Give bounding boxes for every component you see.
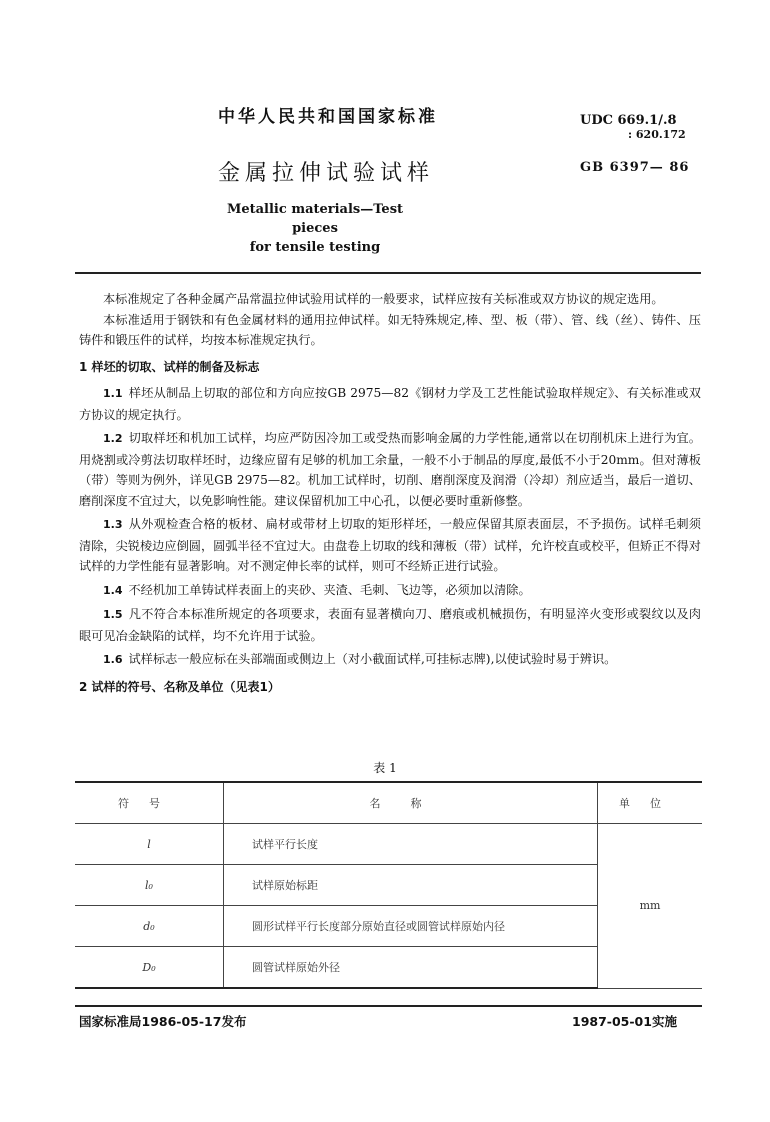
column-header-symbol: 符号 bbox=[75, 782, 224, 824]
section-2-heading: 2 试样的符号、名称及单位（见表1） bbox=[79, 679, 280, 694]
unit-cell: mm bbox=[598, 824, 703, 989]
table-1 bbox=[75, 781, 702, 989]
section-1-heading: 1 样坯的切取、试样的制备及标志 bbox=[79, 359, 260, 374]
effective-date: 1987-05-01实施 bbox=[572, 1014, 677, 1029]
name-cell: 圆形试样平行长度部分原始直径或圆管试样原始内径 bbox=[224, 906, 598, 947]
clause-1-5 bbox=[79, 604, 701, 646]
symbol-cell: D₀ bbox=[75, 947, 224, 989]
clause-text: 试样标志一般应标在头部端面或侧边上（对小截面试样,可挂标志牌),以使试验时易于辨识。 bbox=[128, 652, 617, 666]
issue-date: 国家标准局1986-05-17发布 bbox=[79, 1014, 247, 1029]
clause-number: 1.4 bbox=[103, 583, 123, 597]
clause-number: 1.2 bbox=[103, 432, 123, 445]
clause-1-4 bbox=[79, 580, 701, 602]
name-cell: 圆管试样原始外径 bbox=[224, 947, 598, 989]
document-title-cn: 金属拉伸试验试样 bbox=[218, 161, 435, 186]
clause-1-3 bbox=[79, 514, 701, 577]
table-1-caption: 表 1 bbox=[373, 761, 397, 775]
column-header-name: 名称 bbox=[224, 782, 598, 824]
column-header-unit: 单位 bbox=[598, 782, 703, 824]
clause-text: 从外观检查合格的板材、扁材或带材上切取的矩形样坯，一般应保留其原表面层，不予损伤。试样毛刺须清除，尖锐棱边应倒圆，圆弧半径不宜过大。由盘卷上切取的线和薄板（带）试样，允许校直或校平，但矫正不得对试样的力学性能有显著影响。对不测定伸长率的试样，则可不经矫正进行试验。 bbox=[79, 517, 701, 573]
symbol-cell: l₀ bbox=[75, 865, 224, 906]
title-en-line-2: for tensile testing bbox=[249, 240, 381, 255]
title-en-line-1: Metallic materials—Test pieces bbox=[226, 202, 404, 236]
clause-text: 不经机加工单铸试样表面上的夹砂、夹渣、毛刺、飞边等，必须加以清除。 bbox=[128, 582, 531, 597]
intro-paragraph-2: 本标准适用于钢铁和有色金属材料的通用拉伸试样。如无特殊规定,棒、型、板（带）、管、线（丝）、铸件、压铸件和锻压件的试样，均按本标准规定执行。 bbox=[79, 312, 701, 347]
header-divider bbox=[75, 272, 701, 274]
clause-number: 1.5 bbox=[103, 608, 123, 621]
clause-1-6 bbox=[79, 649, 701, 671]
clause-text: 凡不符合本标准所规定的各项要求，表面有显著横向刀、磨痕或机械损伤，有明显淬火变形或裂纹以及肉眼可见冶金缺陷的试样，均不允许用于试验。 bbox=[79, 607, 701, 643]
table-row bbox=[75, 824, 702, 865]
clause-text: 切取样坯和机加工试样，均应严防因冷加工或受热而影响金属的力学性能,通常以在切削机床上进行为宜。用烧割或冷剪法切取样坯时，边缘应留有足够的机加工余量，一般不小于制品的厚度,最低不小于20mm。但对薄板（带）等则为例外，详见GB 2975—82。机加工试样时，切削、磨削深度及润滑（冷却）剂应适当，最后一道切、磨削深度不宜过大，以免影响性能。建议保留机加工中心孔，以便必要时重新修整。 bbox=[79, 431, 701, 508]
symbol-cell: d₀ bbox=[75, 906, 224, 947]
symbol-cell: l bbox=[75, 824, 224, 865]
gb-number: GB 6397— 86 bbox=[580, 160, 690, 175]
clause-number: 1.6 bbox=[103, 653, 123, 666]
document-title-en bbox=[218, 200, 412, 257]
footer-divider bbox=[75, 1005, 702, 1007]
clause-1-2 bbox=[79, 428, 701, 511]
name-cell: 试样平行长度 bbox=[224, 824, 598, 865]
table-header-row bbox=[75, 782, 702, 824]
issuing-country-standard: 中华人民共和国国家标准 bbox=[218, 107, 438, 127]
clause-number: 1.3 bbox=[103, 518, 123, 531]
document-body bbox=[79, 289, 701, 703]
udc-code bbox=[580, 114, 686, 142]
clause-number: 1.1 bbox=[103, 387, 123, 400]
intro-paragraph-1: 本标准规定了各种金属产品常温拉伸试验用试样的一般要求，试样应按有关标准或双方协议的规定选用。 bbox=[103, 292, 664, 306]
udc-line-1: UDC 669.1/.8 bbox=[580, 113, 677, 128]
name-cell: 试样原始标距 bbox=[224, 865, 598, 906]
udc-line-2: : 620.172 bbox=[628, 128, 686, 141]
clause-text: 样坯从制品上切取的部位和方向应按GB 2975—82《钢材力学及工艺性能试验取样规定》、有关标准或双方协议的规定执行。 bbox=[79, 386, 701, 422]
clause-1-1 bbox=[79, 383, 701, 425]
